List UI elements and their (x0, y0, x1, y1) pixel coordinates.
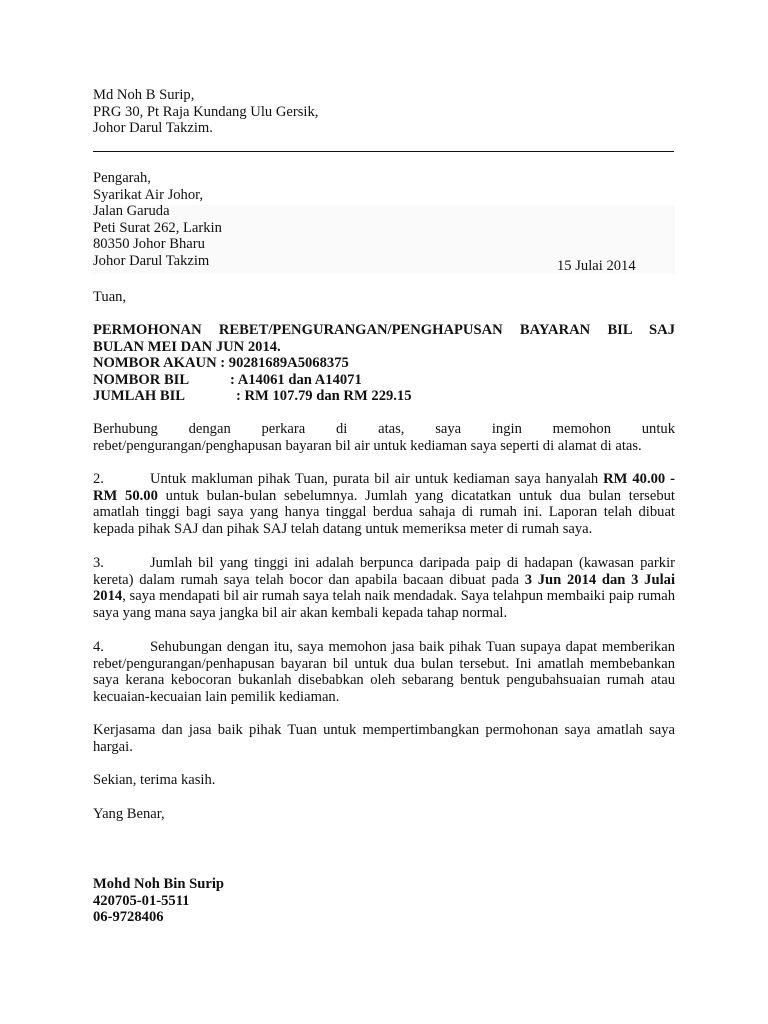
recipient-line5: 80350 Johor Bharu (93, 236, 205, 253)
subject-title-line2: BULAN MEI DAN JUN 2014. (93, 338, 281, 355)
p5-line2: saya hargai. (93, 722, 676, 755)
sender-address-line1: PRG 30, Pt Raja Kundang Ulu Gersik, (93, 103, 319, 120)
letter-date: 15 Julai 2014 (557, 258, 636, 274)
bill-total-label: JUMLAH BIL (93, 388, 186, 405)
recipient-address (93, 170, 675, 270)
p2-text1: Untuk makluman pihak Tuan, purata bil air untuk kediaman saya hanyalah (149, 471, 599, 487)
p2-bold1: RM 40.00 (603, 471, 666, 487)
bill-total-row (93, 388, 675, 405)
p2-text2: untuk bulan-bulan sebelumnya. Jumlah yang dicatatkan untuk dua bulan tersebut (165, 487, 675, 504)
p2-number: 2. (93, 471, 104, 487)
bill-number-label: NOMBOR BIL (93, 371, 190, 388)
recipient-line4: Peti Surat 262, Larkin (93, 219, 222, 236)
sender-address (93, 87, 675, 137)
p4-line1: Sehubungan dengan itu, saya memohon jasa baik pihak Tuan supaya dapat (149, 639, 598, 655)
p3-line4: rumah saya yang mana saya jangka bil air akan kembali kepada tahap normal. (93, 588, 675, 621)
paragraph-3 (93, 555, 675, 621)
p4-line2: memberikan rebet/pengurangan/penhapusan bayaran bil untuk dua bulan tersebut. Ini amatlah (93, 639, 675, 672)
signatory-ic: 420705-01-5511 (93, 892, 190, 909)
salutation: Tuan, (93, 289, 127, 305)
signatory-name: Mohd Noh Bin Surip (93, 876, 224, 892)
signatory-phone: 06-9728406 (93, 909, 164, 926)
p3-bold1: 3 Jun 2014 dan 3 Julai (524, 571, 675, 588)
sender-name: Md Noh B Surip, (93, 87, 195, 103)
recipient-line3: Jalan Garuda (93, 203, 170, 220)
recipient-line6: Johor Darul Takzim (93, 252, 210, 269)
closing-thanks: Sekian, terima kasih. (93, 772, 216, 788)
bill-total-value: : RM 107.79 dan RM 229.15 (236, 388, 412, 405)
p1-line1: Berhubung dengan perkara di atas, saya ingin memohon untuk (93, 421, 675, 437)
paragraph-4 (93, 639, 675, 705)
p2-bold2: - RM 50.00 (93, 471, 675, 504)
p4-number: 4. (93, 639, 104, 655)
account-number: NOMBOR AKAUN : 90281689A5068375 (93, 355, 349, 372)
header-divider (93, 151, 674, 152)
subject-title-line1: PERMOHONAN REBET/PENGURANGAN/PENGHAPUSAN BAYARAN BIL SAJ (93, 322, 675, 338)
p2-line3: amatlah tinggi bagi saya yang hanya tinggal berdua sahaja di rumah ini. Laporan telah dibuat (93, 504, 675, 521)
recipient-line1: Pengarah, (93, 170, 151, 186)
p2-line4: kepada pihak SAJ dan pihak SAJ telah datang untuk memeriksa meter di rumah saya. (93, 520, 593, 537)
recipient-line2: Syarikat Air Johor, (93, 186, 204, 203)
sender-address-line2: Johor Darul Takzim. (93, 120, 213, 137)
p4-line3: membebankan saya kerana kebocoran bukanlah disebabkan oleh sebarang bentuk (93, 655, 675, 689)
subject-block (93, 322, 675, 405)
bill-number-value: : A14061 dan A14071 (230, 371, 362, 388)
p3-bold2: 2014 (93, 588, 123, 605)
p1-line2: rebet/pengurangan/penghapusan bayaran bil air untuk kediaman saya seperti di alamat di atas. (93, 437, 642, 454)
paragraph-1 (93, 421, 675, 454)
signature-block (93, 876, 675, 926)
p3-line1: Jumlah bil yang tinggi ini adalah berpunca daripada paip di hadapan (kawasan parkir (149, 555, 675, 571)
paragraph-5 (93, 722, 675, 755)
p3-text3: , saya mendapati bil air rumah saya telah naik mendadak. Saya telahpun membaiki paip (122, 588, 634, 605)
p3-number: 3. (93, 555, 104, 571)
p5-line1: Kerjasama dan jasa baik pihak Tuan untuk mempertimbangkan permohonan saya amatlah (93, 722, 643, 738)
closing-yours: Yang Benar, (93, 806, 165, 822)
bill-number-row (93, 372, 675, 389)
p3-text2: kereta) dalam rumah saya telah bocor dan apabila bacaan dibuat pada (93, 571, 519, 588)
paragraph-2 (93, 471, 675, 537)
p4-line4: pengubahsuaian rumah atau kecuaian-kecuaian lain pemilik kediaman. (93, 672, 676, 705)
